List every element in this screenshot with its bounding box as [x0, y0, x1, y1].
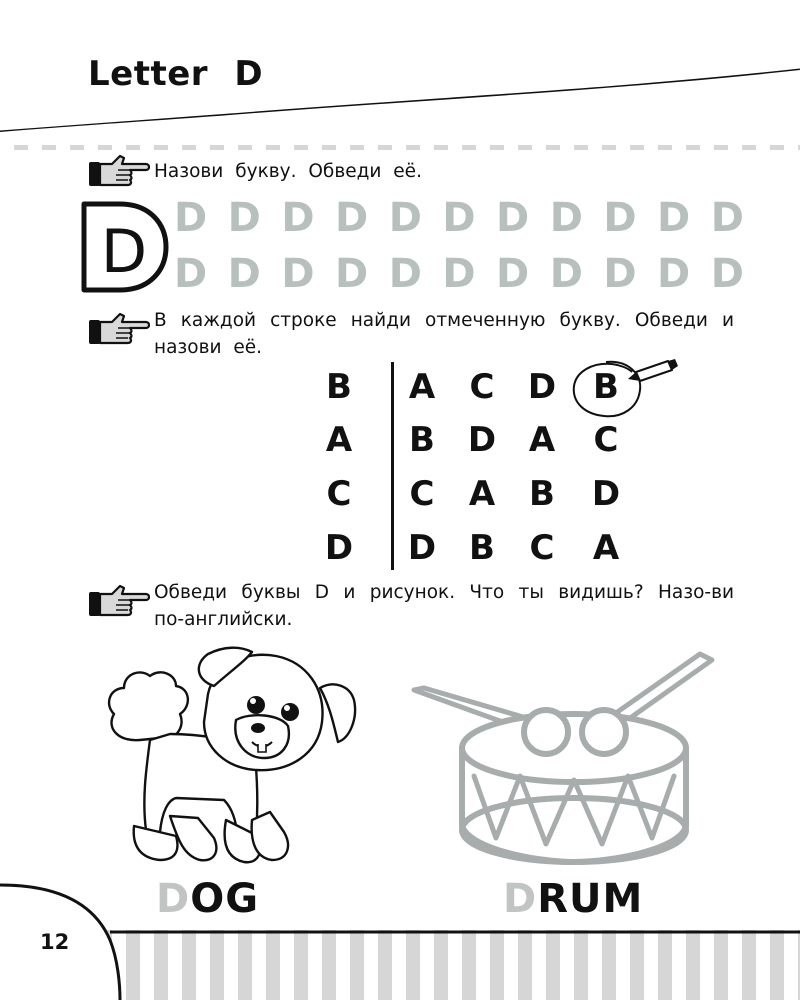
trace-letter[interactable]: D: [549, 195, 583, 241]
trace-letter[interactable]: D: [710, 195, 744, 241]
trace-row: [174, 195, 744, 241]
word-rest: OG: [190, 876, 260, 922]
trace-letter[interactable]: D: [710, 251, 744, 297]
target-letter: C: [326, 474, 352, 514]
pointing-hand-icon: [86, 150, 150, 194]
choice-letter[interactable]: C: [529, 528, 555, 568]
choice-letter[interactable]: C: [409, 474, 435, 514]
trace-letter[interactable]: D: [657, 195, 691, 241]
word-first-letter[interactable]: D: [503, 876, 538, 922]
choice-letter[interactable]: C: [593, 420, 619, 460]
trace-letter[interactable]: D: [549, 251, 583, 297]
choice-letter[interactable]: D: [467, 420, 497, 460]
choice-letter[interactable]: A: [468, 474, 496, 514]
pointing-hand-icon: [86, 580, 150, 624]
target-letter: B: [326, 367, 352, 407]
trace-letter[interactable]: D: [227, 251, 261, 297]
trace-letter[interactable]: D: [227, 195, 261, 241]
task1-instruction: Назови букву. Обведи её.: [154, 161, 422, 182]
trace-letter[interactable]: D: [281, 251, 315, 297]
trace-letter[interactable]: D: [174, 251, 208, 297]
page-title: Letter D: [88, 54, 264, 94]
choice-letter[interactable]: D: [407, 528, 437, 568]
grid-divider: [391, 362, 394, 570]
pointing-hand-icon: [86, 308, 150, 352]
choice-letter[interactable]: D: [527, 367, 557, 407]
choice-letter[interactable]: B: [409, 420, 435, 460]
choice-letter[interactable]: A: [528, 420, 556, 460]
word-first-letter[interactable]: D: [156, 876, 191, 922]
trace-letter[interactable]: D: [442, 195, 476, 241]
task3-instruction: Обведи буквы D и рисунок. Что ты видишь? Назо-ви по-английски.: [154, 582, 734, 630]
trace-letter[interactable]: D: [388, 251, 422, 297]
choice-letter[interactable]: A: [592, 528, 620, 568]
choice-letter[interactable]: C: [469, 367, 495, 407]
trace-letter[interactable]: D: [335, 195, 369, 241]
choice-letter[interactable]: D: [591, 474, 621, 514]
trace-letter[interactable]: D: [657, 251, 691, 297]
trace-letter[interactable]: D: [335, 251, 369, 297]
trace-letter[interactable]: D: [603, 251, 637, 297]
page-number: 12: [40, 930, 70, 954]
trace-letter[interactable]: D: [281, 195, 315, 241]
trace-row: [174, 251, 744, 297]
big-letter-text: D: [100, 217, 148, 287]
target-letter: D: [324, 528, 354, 568]
choice-letter-circled[interactable]: B: [593, 367, 619, 407]
choice-letter[interactable]: A: [408, 367, 436, 407]
big-letter-d: [76, 198, 172, 296]
trace-letter[interactable]: D: [388, 195, 422, 241]
trace-letter[interactable]: D: [442, 251, 476, 297]
word-dog: [156, 876, 259, 922]
word-rest: RUM: [537, 876, 644, 922]
target-letter: A: [325, 420, 353, 460]
task2-instruction: В каждой строке найди отмеченную букву. Обведи и назови её.: [154, 310, 734, 358]
trace-letter[interactable]: D: [496, 251, 530, 297]
trace-letter[interactable]: D: [174, 195, 208, 241]
word-drum: [503, 876, 643, 922]
choice-letter[interactable]: B: [469, 528, 495, 568]
trace-letter[interactable]: D: [496, 195, 530, 241]
choice-letter[interactable]: B: [529, 474, 555, 514]
trace-letter[interactable]: D: [603, 195, 637, 241]
